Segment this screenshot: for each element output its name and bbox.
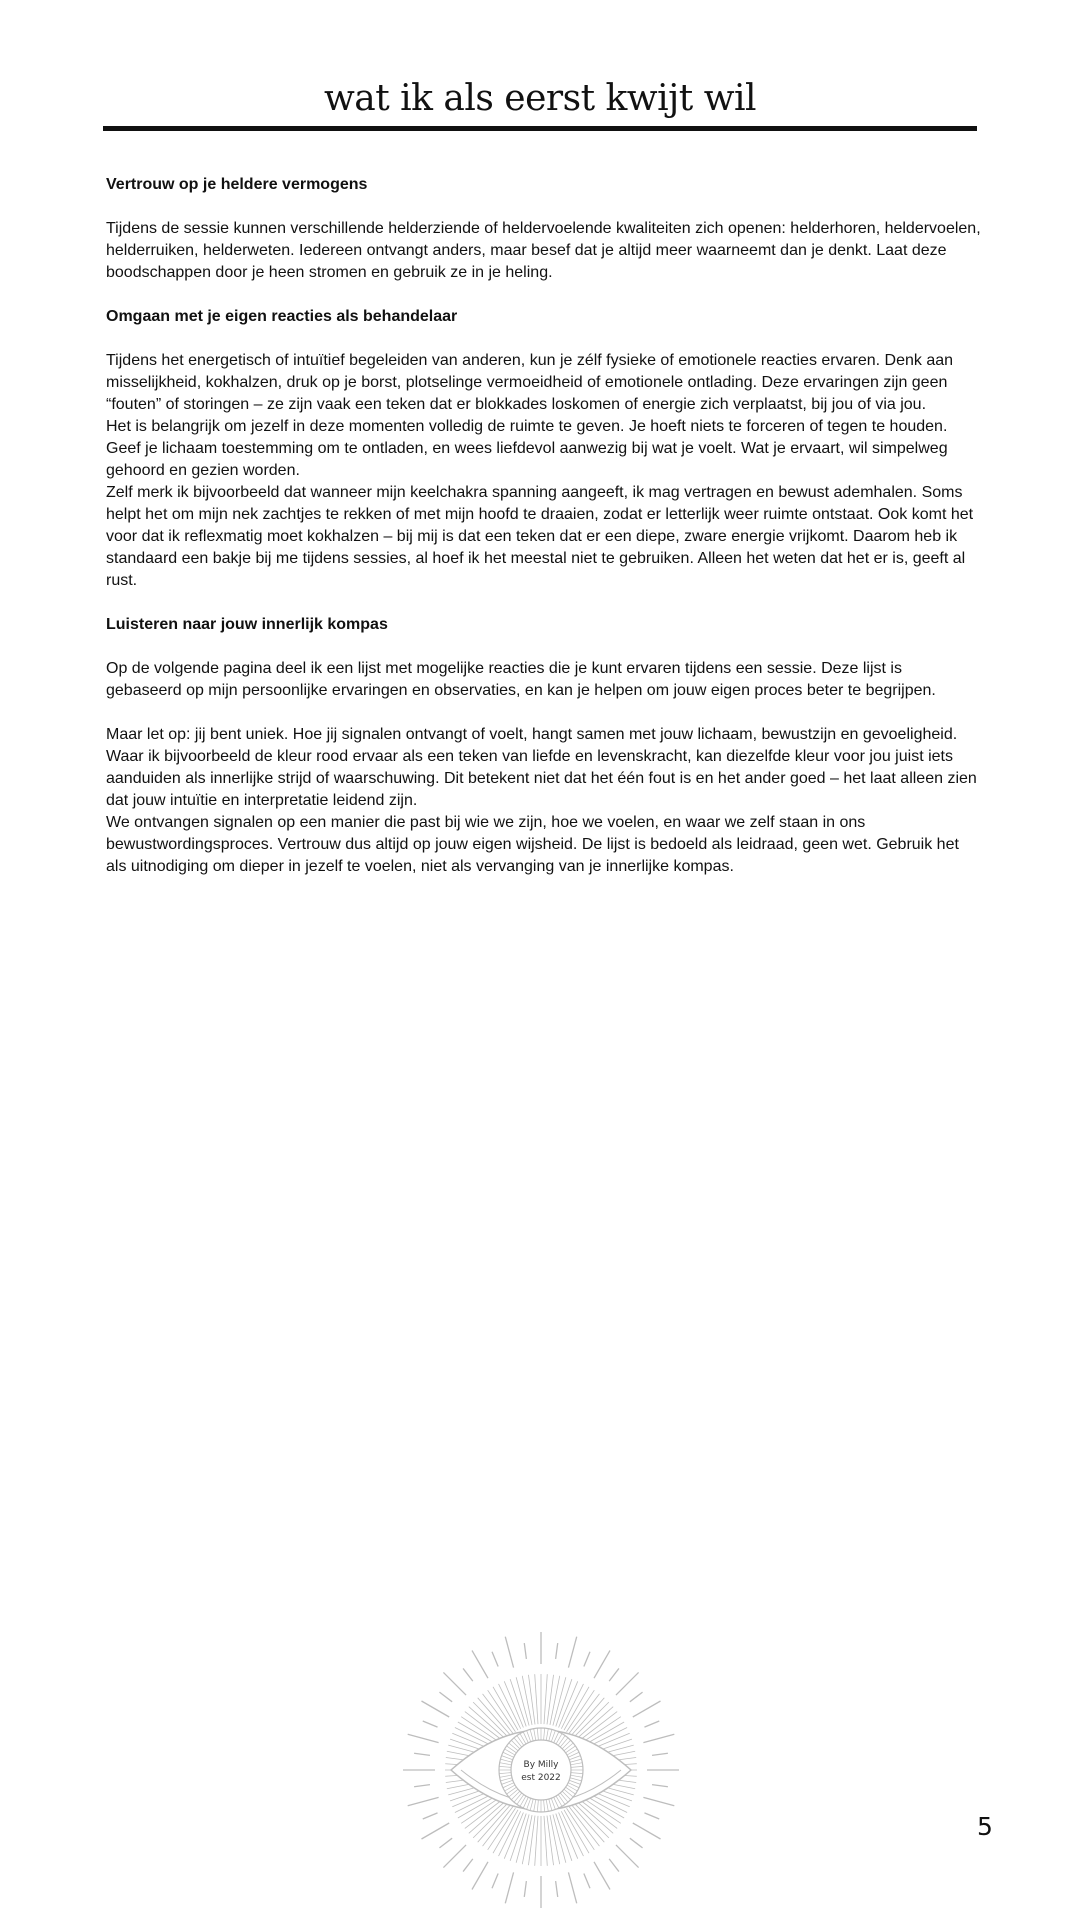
logo-line-1: By Milly [523, 1760, 559, 1770]
outer-ray [609, 1859, 619, 1872]
outer-ray [630, 1838, 643, 1848]
outer-ray [463, 1859, 473, 1872]
outer-ray [408, 1734, 439, 1742]
outer-ray [633, 1823, 661, 1839]
outer-ray [556, 1643, 558, 1659]
outer-ray [568, 1637, 576, 1668]
inner-ray [559, 1681, 578, 1727]
page-number: 5 [977, 1812, 993, 1841]
inner-ray [561, 1684, 583, 1729]
outer-ray [492, 1873, 498, 1888]
section-heading: Omgaan met je eigen reacties als behandelaar [106, 308, 458, 325]
section-paragraph: Op de volgende pagina deel ik een lijst met mogelijke reacties die je kunt ervaren tijdens een sessie. Deze lijst is gebaseerd op mijn persoonlijke ervaringen en observaties, en kan je helpen om jouw eigen proces beter te begrijpen. [106, 660, 936, 699]
title-divider [103, 126, 977, 131]
outer-ray [423, 1813, 438, 1819]
section-heldere-vermogens [106, 174, 982, 284]
inner-ray [544, 1674, 547, 1724]
inner-ray [528, 1675, 535, 1725]
outer-ray [594, 1862, 610, 1890]
outer-ray [644, 1813, 659, 1819]
outer-ray [633, 1701, 661, 1717]
outer-ray [423, 1721, 438, 1727]
section-paragraph: Tijdens het energetisch of intuïtief begeleiden van anderen, kun je zélf fysieke of emotionele reacties ervaren. Denk aan misselijkheid, kokhalzen, druk op je borst, plotselinge vermoeidheid of emotionele ontlading. Deze ervaringen zijn geen “fouten” of storingen – ze zijn vaak een teken dat er blokkades loskomen of energie zich verplaatst, bij jou of via jou. [106, 352, 954, 413]
outer-ray [609, 1668, 619, 1681]
section-heading: Luisteren naar jouw innerlijk kompas [106, 616, 388, 633]
outer-ray [584, 1652, 590, 1667]
outer-ray [421, 1701, 449, 1717]
outer-ray [568, 1872, 576, 1903]
outer-ray [421, 1823, 449, 1839]
section-innerlijk-kompas [106, 614, 982, 702]
outer-ray [408, 1797, 439, 1805]
iris-inner [511, 1740, 571, 1800]
outer-ray [414, 1753, 430, 1755]
eye-sunburst-icon [401, 1630, 681, 1910]
logo-line-2: est 2022 [521, 1773, 561, 1783]
section-paragraph: Het is belangrijk om jezelf in deze momenten volledig de ruimte te geven. Je hoeft niets te forceren of tegen te houden. Geef je lichaam toestemming om te ontladen, en wees liefdevol aanwezig bij wat je voelt. Wat je ervaart, wil simpelweg gehoord en gezien worden. [106, 418, 948, 479]
outer-ray [652, 1785, 668, 1787]
inner-ray [561, 1811, 583, 1856]
outer-ray [505, 1872, 513, 1903]
section-paragraph: Maar let op: jij bent uniek. Hoe jij signalen ontvangt of voelt, hangt samen met jouw lichaam, bewustzijn en gevoeligheid. Waar ik bijvoorbeeld de kleur rood ervaar als een teken van liefde en levenskracht, kan diezelfde kleur voor jou juist iets aanduiden als innerlijke strijd of waarschuwing. Dit betekent niet dat het één fout is en het ander goed – het laat alleen zien dat jouw intuïtie en interpretatie leidend zijn. [106, 726, 977, 809]
inner-ray [504, 1681, 523, 1727]
outer-ray [414, 1785, 430, 1787]
inner-ray [559, 1813, 578, 1859]
outer-ray [505, 1637, 513, 1668]
outer-ray [643, 1797, 674, 1805]
outer-ray [472, 1862, 488, 1890]
page-title: wat ik als eerst kwijt wil [323, 78, 757, 119]
inner-ray [504, 1813, 523, 1859]
outer-ray [463, 1668, 473, 1681]
section-paragraph: Zelf merk ik bijvoorbeeld dat wanneer mijn keelchakra spanning aangeeft, ik mag vertragen en bewust ademhalen. Soms helpt het om mijn nek zachtjes te rekken of met mijn hoofd te draaien, zodat er letterlijk weer ruimte ontstaat. Ook komt het voor dat ik reflexmatig moet kokhalzen – bij mij is dat een teken dat er een diepe, zware energie vrijkomt. Daarom heb ik standaard een bakje bij me tijdens sessies, al hoef ik het meestal niet te gebruiken. Alleen het weten dat het er is, geeft al rust. [106, 484, 974, 589]
outer-ray [492, 1652, 498, 1667]
outer-ray [594, 1650, 610, 1678]
outer-ray [524, 1881, 526, 1897]
outer-ray [643, 1734, 674, 1742]
outer-ray [524, 1643, 526, 1659]
inner-ray [547, 1816, 554, 1866]
section-paragraph: We ontvangen signalen op een manier die past bij wie we zijn, hoe we voelen, en waar we zelf staan in ons bewustwordingsproces. Vertrouw dus altijd op jouw eigen wijsheid. De lijst is bedoeld als leidraad, geen wet. Gebruik het als uitnodiging om dieper in jezelf te voelen, niet als vervanging van je innerlijke kompas. [106, 814, 959, 875]
inner-ray [535, 1674, 538, 1724]
section-heading: Vertrouw op je heldere vermogens [106, 176, 368, 193]
section-paragraph: Tijdens de sessie kunnen verschillende helderziende of heldervoelende kwaliteiten zich openen: helderhoren, heldervoelen, helderruiken, helderweten. Iedereen ontvangt anders, maar besef dat je altijd meer waarneemt dan je denkt. Laat deze boodschappen door je heen stromen en gebruik ze in je heling. [106, 220, 981, 281]
inner-ray [544, 1816, 547, 1866]
inner-ray [547, 1675, 554, 1725]
section-uniek [106, 724, 982, 878]
section-eigen-reacties [106, 306, 982, 592]
outer-ray [652, 1753, 668, 1755]
outer-ray [472, 1650, 488, 1678]
outer-ray [630, 1692, 643, 1702]
outer-ray [584, 1873, 590, 1888]
inner-ray [574, 1803, 609, 1838]
inner-ray [473, 1702, 508, 1737]
inner-ray [535, 1816, 538, 1866]
inner-ray [499, 1684, 521, 1729]
inner-ray [528, 1816, 535, 1866]
outer-ray [443, 1672, 466, 1695]
outer-ray [556, 1881, 558, 1897]
outer-ray [616, 1845, 639, 1868]
inner-ray [473, 1803, 508, 1838]
outer-ray [616, 1672, 639, 1695]
outer-ray [439, 1692, 452, 1702]
outer-ray [644, 1721, 659, 1727]
inner-ray [574, 1702, 609, 1737]
outer-ray [439, 1838, 452, 1848]
inner-ray [499, 1811, 521, 1856]
document-body [106, 174, 982, 900]
outer-ray [443, 1845, 466, 1868]
